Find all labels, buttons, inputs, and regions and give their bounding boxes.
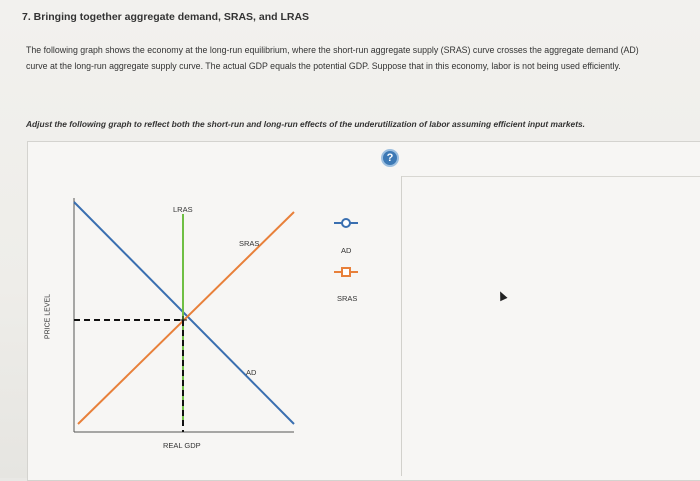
question-instruction: Adjust the following graph to reflect both the short-run and long-run effects of the underutilization of labor assuming efficient input markets. [26, 119, 585, 129]
ad-tool-label[interactable]: AD [341, 246, 352, 255]
sras-tool-label[interactable]: SRAS [337, 294, 358, 303]
circle-marker-icon[interactable] [342, 219, 350, 227]
y-axis-label: PRICE LEVEL [44, 293, 52, 340]
question-body: The following graph shows the economy at the long-run equilibrium, where the short-run aggregate supply (SRAS) curve crosses the aggregate demand (AD) curve at the long-run aggregate supply curve. The actual GDP equals the potential GDP. Suppose that in this economy, labor is not being used efficiently. [26, 45, 639, 71]
lras-label: LRAS [173, 205, 193, 214]
ad-label: AD [246, 368, 257, 377]
square-marker-icon[interactable] [342, 268, 350, 276]
x-axis-label: REAL GDP [163, 441, 201, 450]
sras-label: SRAS [239, 239, 260, 248]
help-button[interactable]: ? [381, 149, 399, 167]
question-title: 7. Bringing together aggregate demand, SRAS, and LRAS [22, 11, 310, 23]
